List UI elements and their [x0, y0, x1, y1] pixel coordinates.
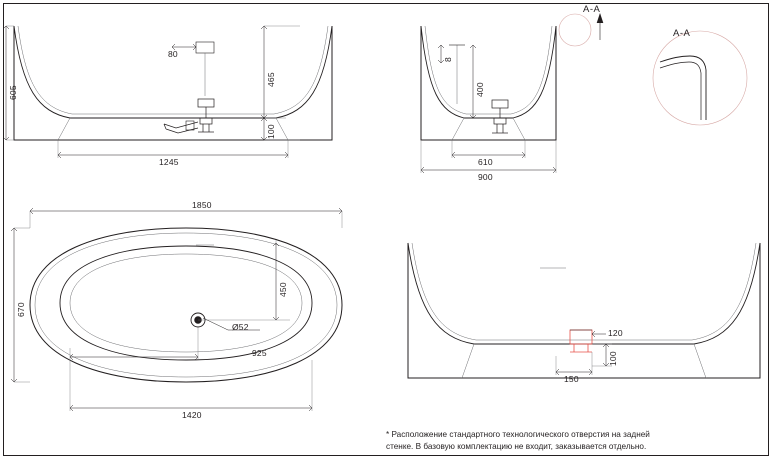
section-label-a-a-detail: A-A	[673, 28, 691, 39]
dim-150: 150	[564, 374, 579, 384]
rear-elevation-geometry	[408, 243, 760, 378]
dim-8: 8	[443, 57, 453, 62]
side-section-dimensions	[421, 45, 556, 173]
dim-900: 900	[478, 172, 493, 182]
dim-400: 400	[475, 82, 485, 97]
dim-465: 465	[266, 72, 276, 87]
dim-1850: 1850	[192, 200, 212, 210]
dim-605: 605	[8, 85, 18, 100]
dim-1420: 1420	[182, 410, 202, 420]
dim-1245: 1245	[159, 157, 179, 167]
dim-925: 925	[252, 348, 267, 358]
front-elevation-geometry	[14, 26, 332, 140]
dim-80: 80	[168, 49, 178, 59]
dim-120: 120	[608, 328, 623, 338]
side-section-geometry	[421, 14, 603, 140]
front-elevation-dimensions	[3, 26, 300, 158]
footnote-line-1: * Расположение стандартного технологического отверстия на задней	[386, 430, 650, 439]
footnote	[386, 429, 726, 453]
detail-a-a-geometry	[653, 31, 747, 125]
dim-100-rear: 100	[608, 351, 618, 366]
dim-100-front: 100	[266, 124, 276, 139]
dim-diameter-52: Ø52	[232, 322, 249, 332]
dim-450: 450	[278, 282, 288, 297]
dim-610: 610	[478, 157, 493, 167]
rear-elevation-dimensions	[556, 331, 612, 375]
footnote-line-2: стенке. В базовую комплектацию не входит, заказывается отдельно.	[386, 441, 647, 451]
top-plan-geometry	[30, 228, 342, 382]
dim-670: 670	[16, 302, 26, 317]
section-label-a-a-top: A-A	[583, 4, 601, 15]
